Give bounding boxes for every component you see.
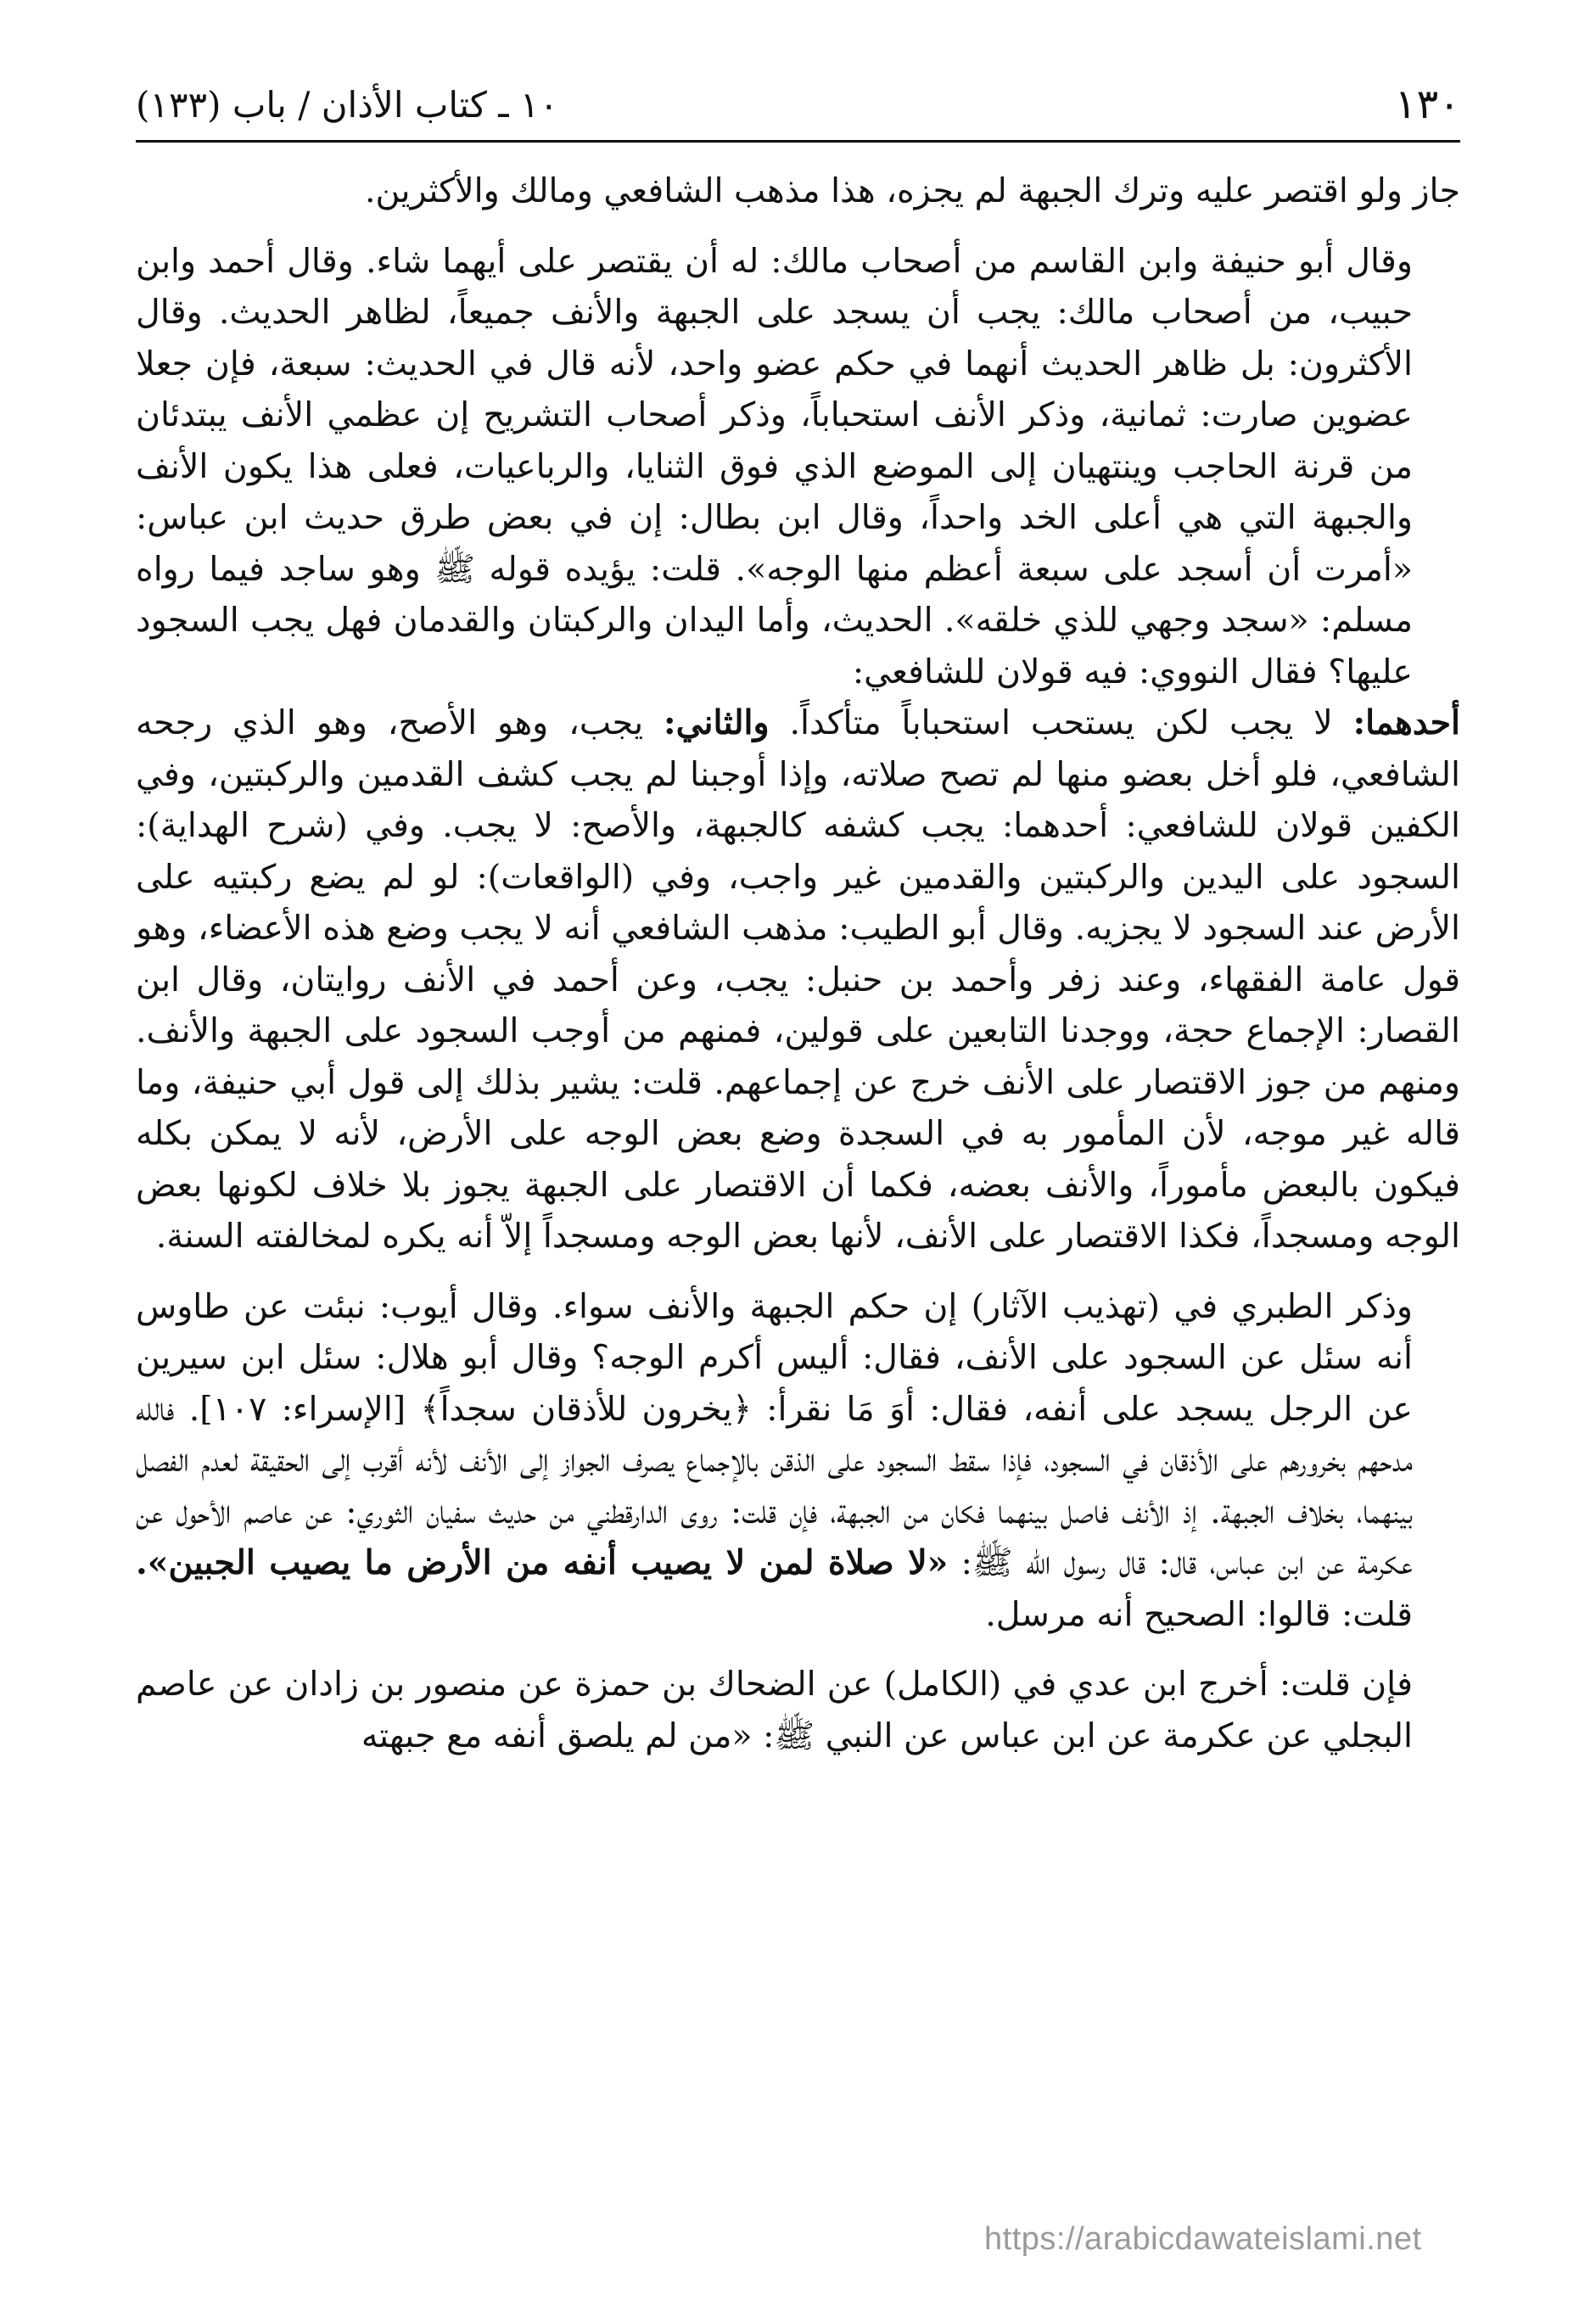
running-title: ١٠ ـ كتاب الأذان / باب (١٣٣) (136, 83, 559, 126)
document-page (136, 0, 1460, 2301)
paragraph-4-tail: قلت: قالوا: الصحيح أنه مرسل. (985, 1594, 1413, 1634)
paragraph-5 (136, 1659, 1460, 1761)
paragraph-3-text: لا يجب لكن يستحب استحباباً متأكداً. (769, 703, 1353, 742)
paragraph-1 (136, 165, 1460, 217)
paragraph-2-text: وقال أبو حنيفة وابن القاسم من أصحاب مالك: له أن يقتصر على أيهما شاء. وقال أحمد وابن حبيب، من أصحاب مالك: يجب أن يسجد على الجبهة والأنف جميعاً، لظاهر الحديث. وقال الأكثرون: بل ظاهر الحديث أنهما في حكم عضو واحد، لأنه قال في الحديث: سبعة، فإن جعلا عضوين صارت: ثمانية، وذكر الأنف استحباباً، وذكر أصحاب التشريح إن عظمي الأنف يبتدئان من قرنة الحاجب وينتهيان إلى الموضع الذي فوق الثنايا، والرباعيات، فعلى هذا يكون الأنف والجبهة التي هي أعلى الخد واحداً، وقال ابن بطال: إن في بعض طرق حديث ابن عباس: «أمرت أن أسجد على سبعة أعظم منها الوجه». قلت: يؤيده قوله ﷺ وهو ساجد فيما رواه مسلم: «سجد وجهي للذي خلقه». الحديث، وأما اليدان والركبتان والقدمان فهل يجب السجود عليها؟ فقال النووي: فيه قولان للشافعي: (136, 241, 1413, 691)
paragraph-4 (136, 1281, 1460, 1641)
page-number: ١٣٠ (1394, 81, 1460, 128)
paragraph-3 (136, 697, 1460, 1262)
paragraph-2 (136, 236, 1460, 698)
header-rule (136, 140, 1460, 143)
paragraph-3-text2: يجب، وهو الأصح، وهو الذي رجحه الشافعي، فلو أخل بعضو منها لم تصح صلاته، وإذا أوجبنا لم يجب كشف القدمين والركبتين، وفي الكفين قولان للشافعي: أحدهما: يجب كشفه كالجبهة، والأصح: لا يجب. وفي (شرح الهداية): السجود على اليدين والركبتين والقدمين غير واجب، وفي (الواقعات): لو لم يضع ركبتيه على الأرض عند السجود لا يجزيه. وقال أبو الطيب: مذهب الشافعي أنه لا يجب وضع هذه الأعضاء، وهو قول عامة الفقهاء، وعند زفر وأحمد بن حنبل: يجب، وعن أحمد في الأنف روايتان، وقال ابن القصار: الإجماع حجة، ووجدنا التابعين على قولين، فمنهم من أوجب السجود على الجبهة والأنف. ومنهم من جوز الاقتصار على الأنف خرج عن إجماعهم. قلت: يشير بذلك إلى قول أبي حنيفة، وما قاله غير موجه، لأن المأمور به في السجدة وضع بعض الوجه على الأرض، لأنه لا يمكن بكله فيكون بالبعض مأموراً، والأنف بعضه، فكما أن الاقتصار على الجبهة يجوز بلا خلاف لكونها بعض الوجه ومسجداً، فكذا الاقتصار على الأنف، لأنها بعض الوجه ومسجداً إلاّ أنه يكره لمخالفته السنة. (136, 703, 1460, 1256)
watermark-url: https://arabicdawateislami.net (984, 2221, 1422, 2257)
body-text (136, 165, 1460, 1761)
paragraph-4-text: وذكر الطبري في (تهذيب الآثار) إن حكم الجبهة والأنف سواء. وقال أيوب: نبئت عن طاوس أنه سئل عن السجود على الأنف، فقال: أليس أكرم الوجه؟ وقال أبو هلال: سئل ابن سيرين عن الرجل يسجد على أنفه، فقال: أوَ مَا نقرأ: ﴿يخرون للأذقان سجداً﴾ [الإسراء: ١٠٧]. فالله مدحهم بخرورهم على الأذقان في السجود، فإذا سقط السجود على الذقن بالإجماع يصرف الجواز إلى الأنف لأنه أقرب إلى الحقيقة لعدم الفصل بينهما، بخلاف الجبهة. إذ الأنف فاصل بينهما فكان من الجبهة، فإن قلت: روى الدارقطني من حديث سفيان الثوري: عن عاصم الأحول عن عكرمة عن ابن عباس، قال: قال رسول الله ﷺ: (136, 1286, 1413, 1582)
paragraph-5-text: فإن قلت: أخرج ابن عدي في (الكامل) عن الضحاك بن حمزة عن منصور بن زادان عن عاصم البجلي عن عكرمة عن ابن عباس عن النبي ﷺ: «من لم يلصق أنفه مع جبهته (136, 1665, 1413, 1755)
page-header (136, 75, 1460, 134)
paragraph-4-hadith: «لا صلاة لمن لا يصيب أنفه من الأرض ما يصيب الجبين». (136, 1543, 949, 1582)
paragraph-3-lead: أحدهما: (1352, 703, 1460, 742)
paragraph-3-lead2: والثاني: (664, 703, 770, 742)
paragraph-1-text: جاز ولو اقتصر عليه وترك الجبهة لم يجزه، هذا مذهب الشافعي ومالك والأكثرين. (364, 171, 1460, 210)
